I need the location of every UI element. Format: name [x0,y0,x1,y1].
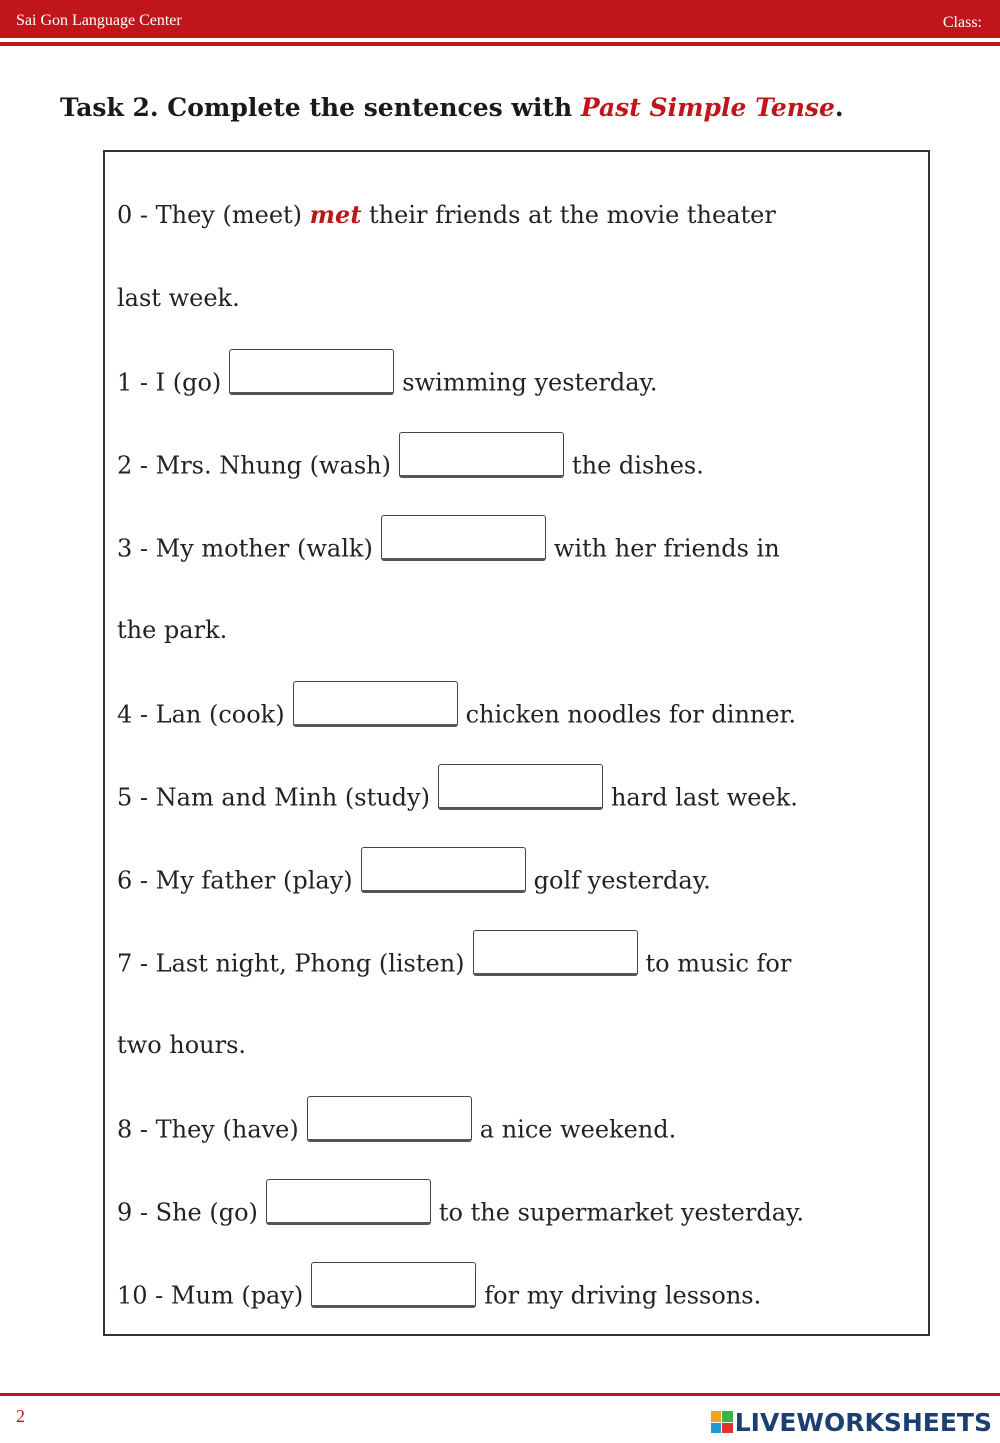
task-title [60,93,844,122]
sentence-item-10 [117,1274,761,1314]
sentence-after: to music for [645,949,792,978]
footer-divider [0,1393,1000,1396]
logo-text: LIVEWORKSHEETS [734,1407,992,1437]
sentence-before: 6 - My father (play) [117,866,353,895]
sentence-item-5 [117,776,798,816]
sentence-item-6 [117,859,711,899]
example-continuation: last week. [117,284,240,312]
sentence-item-4 [117,693,796,733]
sentence-item-7 [117,942,791,982]
sentence-continuation-3: the park. [117,616,228,644]
example-answer: met [309,200,362,229]
answer-input-3[interactable] [381,515,546,561]
sentence-item-1 [117,361,658,401]
center-name: Sai Gon Language Center [16,12,182,29]
sentence-item-2 [117,444,704,484]
sentence-after: golf yesterday. [533,866,711,895]
answer-input-6[interactable] [361,847,526,893]
sentence-after: with her friends in [553,534,780,563]
example-before: 0 - They (meet) [117,201,310,229]
header-divider [0,42,1000,46]
sentence-before: 8 - They (have) [117,1115,299,1144]
sentence-after: hard last week. [610,783,798,812]
answer-input-8[interactable] [307,1096,472,1142]
class-label: Class: [942,14,982,31]
sentence-continuation-7: two hours. [117,1031,247,1059]
answer-input-1[interactable] [229,349,394,395]
example-line [117,195,776,235]
sentence-after: chicken noodles for dinner. [465,700,797,729]
sentence-after: to the supermarket yesterday. [438,1198,805,1227]
sentence-before: 1 - I (go) [117,368,222,397]
sentence-item-8 [117,1108,676,1148]
page-number: 2 [16,1406,25,1426]
task-title-suffix: . [834,93,844,122]
sentence-before: 10 - Mum (pay) [117,1281,304,1310]
sentence-after: for my driving lessons. [484,1281,762,1310]
exercise-box [103,150,930,1336]
liveworksheets-logo-icon [711,1411,733,1433]
answer-input-7[interactable] [473,930,638,976]
sentence-before: 2 - Mrs. Nhung (wash) [117,451,391,480]
task-title-highlight: Past Simple Tense [580,93,835,122]
sentence-before: 9 - She (go) [117,1198,258,1227]
answer-input-4[interactable] [293,681,458,727]
answer-input-10[interactable] [311,1262,476,1308]
sentence-after: the dishes. [571,451,704,480]
sentence-after: swimming yesterday. [402,368,658,397]
answer-input-2[interactable] [399,432,564,478]
sentence-item-9 [117,1191,804,1231]
liveworksheets-logo [711,1404,992,1440]
header-bar [0,0,1000,38]
example-after: their friends at the movie theater [361,201,776,229]
sentence-before: 4 - Lan (cook) [117,700,285,729]
sentence-item-3 [117,527,780,567]
sentence-before: 7 - Last night, Phong (listen) [117,949,465,978]
task-title-prefix: Task 2. Complete the sentences with [60,93,581,122]
sentence-after: a nice weekend. [479,1115,677,1144]
sentence-before: 5 - Nam and Minh (study) [117,783,430,812]
answer-input-9[interactable] [266,1179,431,1225]
answer-input-5[interactable] [438,764,603,810]
sentence-before: 3 - My mother (walk) [117,534,373,563]
